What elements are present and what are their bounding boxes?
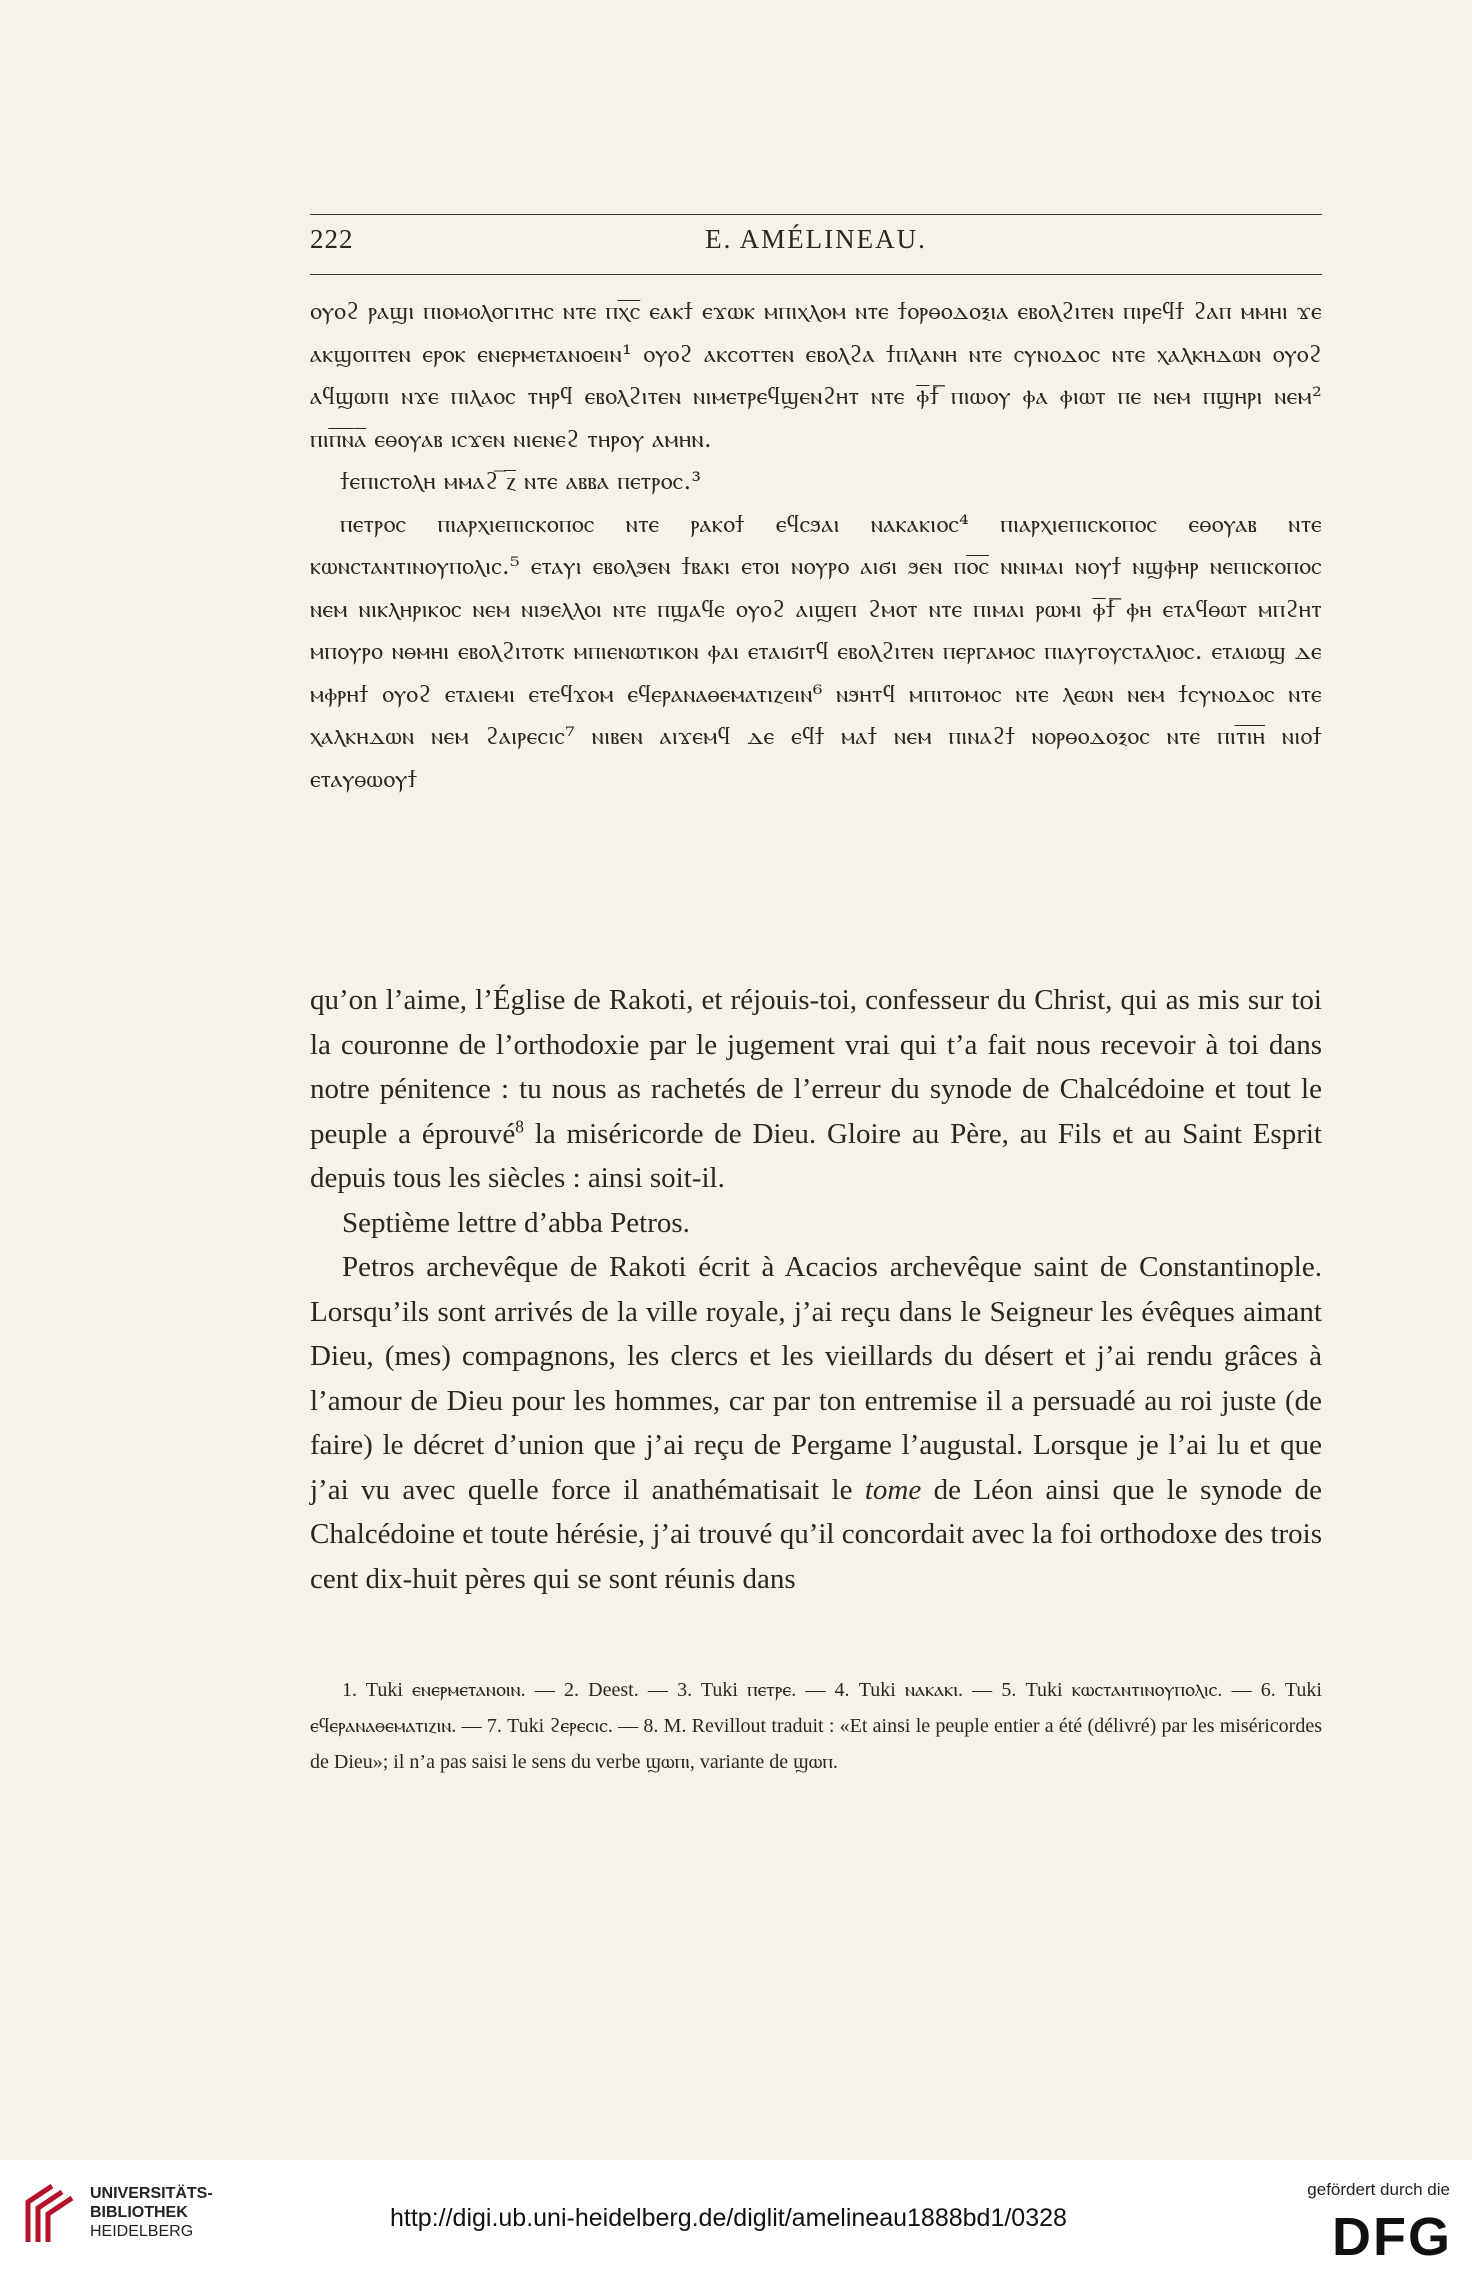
institution-line-1: UNIVERSITÄTS- <box>90 2185 213 2202</box>
french-paragraph-3-emphasis: tome <box>864 1473 922 1506</box>
header-top-rule <box>310 214 1322 215</box>
french-paragraph-2: Septième lettre d’abba Petros. <box>342 1206 690 1239</box>
page-number: 222 <box>310 224 354 254</box>
dfg-logo: DFG <box>1332 2207 1452 2267</box>
header-bottom-rule <box>310 274 1322 275</box>
running-header <box>310 224 1322 264</box>
french-paragraph-3 <box>310 1245 1322 1601</box>
french-paragraph-1 <box>310 978 1322 1201</box>
sponsor-text: gefördert durch die <box>1307 2180 1450 2199</box>
french-paragraph-3-text-a: Petros archevêque de Rakoti écrit à Acacios archevêque saint de Constantinople. Lorsqu’ils sont arrivés de la ville royale, j’ai reçu dans le Seigneur les évêques aimant Dieu, (mes) compagnons, les clercs et les vieillards du désert et j’ai rendu grâces à l’amour de Dieu pour les hommes, car par ton entremise il a persuadé au roi juste (de faire) le décret d’union que j’ai reçu de Pergame l’augustal. Lorsque je l’ai lu et que j’ai vu avec quelle force il anathématisait le <box>310 1251 1322 1506</box>
coptic-paragraph-3: ⲡⲉⲧⲣⲟⲥ ⲡⲓⲁⲣⲭⲓⲉⲡⲓⲥⲕⲟⲡⲟⲥ ⲛⲧⲉ ⲣⲁⲕⲟϯ ⲉϥⲥϧⲁⲓ ⲛⲁⲕⲁⲕⲓⲟⲥ⁴ ⲡⲓⲁⲣⲭⲓⲉⲡⲓⲥⲕⲟⲡⲟⲥ ⲉⲑⲟⲩⲁⲃ ⲛⲧⲉ ⲕⲱⲛⲥⲧⲁⲛⲧⲓⲛⲟⲩⲡⲟⲗⲓⲥ.⁵ ⲉⲧⲁⲩⲓ ⲉⲃⲟⲗϧⲉⲛ ϯⲃⲁⲕⲓ ⲉⲧⲟⲓ ⲛⲟⲩⲣⲟ ⲁⲓϭⲓ ϧⲉⲛ ⲡⲟ̅ⲥ̅ ⲛⲛⲓⲙⲁⲓ ⲛⲟⲩϯ ⲛϣⲫⲏⲣ ⲛⲉⲡⲓⲥⲕⲟⲡⲟⲥ ⲛⲉⲙ ⲛⲓⲕⲗⲏⲣⲓⲕⲟⲥ ⲛⲉⲙ ⲛⲓϧⲉⲗⲗⲟⲓ ⲛⲧⲉ ⲡϣⲁϥⲉ ⲟⲩⲟϩ ⲁⲓϣⲉⲡ ϩⲙⲟⲧ ⲛⲧⲉ ⲡⲓⲙⲁⲓ ⲣⲱⲙⲓ ⲫ̅ϯ̅ ⲫⲏ ⲉⲧⲁϥⲑⲱⲧ ⲙⲡϩⲏⲧ ⲙⲡⲟⲩⲣⲟ ⲛⲑⲙⲏⲓ ⲉⲃⲟⲗϩⲓⲧⲟⲧⲕ ⲙⲡⲓⲉⲛⲱⲧⲓⲕⲟⲛ ⲫⲁⲓ ⲉⲧⲁⲓϭⲓⲧϥ ⲉⲃⲟⲗϩⲓⲧⲉⲛ ⲡⲉⲣⲅⲁⲙⲟⲥ ⲡⲓⲁⲩⲅⲟⲩⲥⲧⲁⲗⲓⲟⲥ. ⲉⲧⲁⲓⲱϣ ⲇⲉ ⲙⲫⲣⲏϯ ⲟⲩⲟϩ ⲉⲧⲁⲓⲉⲙⲓ ⲉⲧⲉϥϫⲟⲙ ⲉϥⲉⲣⲁⲛⲁⲑⲉⲙⲁⲧⲓⲍⲉⲓⲛ⁶ ⲛϧⲏⲧϥ ⲙⲡⲓⲧⲟⲙⲟⲥ ⲛⲧⲉ ⲗⲉⲱⲛ ⲛⲉⲙ ϯⲥⲩⲛⲟⲇⲟⲥ ⲛⲧⲉ ⲭⲁⲗⲕⲏⲇⲱⲛ ⲛⲉⲙ ϩⲁⲓⲣⲉⲥⲓⲥ⁷ ⲛⲓⲃⲉⲛ ⲁⲓϫⲉⲙϥ ⲇⲉ ⲉϥϯ ⲙⲁϯ ⲛⲉⲙ ⲡⲓⲛⲁϩϯ ⲛⲟⲣⲑⲟⲇⲟⲝⲟⲥ ⲛⲧⲉ ⲡⲓⲧ̅ⲓ̅ⲏ̅ ⲛⲓⲟϯ ⲉⲧⲁⲩⲑⲱⲟⲩϯ <box>310 509 1322 793</box>
coptic-paragraph-2: ϯⲉⲡⲓⲥⲧⲟⲗⲏ ⲙⲙⲁϩ ̅ⲍ̅ ⲛⲧⲉ ⲁⲃⲃⲁ ⲡⲉⲧⲣⲟⲥ.³ <box>340 467 702 495</box>
french-paragraph-1-text-a: qu’on l’aime, l’Église de Rakoti, et réjouis-toi, confesseur du Christ, qui as mis sur toi la couronne de l’orthodoxie par le jugement vrai qui t’a fait nous recevoir à toi dans notre pénitence : tu nous as rachetés de l’erreur du synode de Chalcédoine et tout le peuple a éprouvé <box>310 984 1322 1150</box>
university-library-logo-icon <box>22 2182 80 2246</box>
institution-name <box>90 2184 213 2241</box>
footnotes <box>310 1672 1322 1780</box>
coptic-paragraph-1: ⲟⲩⲟϩ ⲣⲁϣⲓ ⲡⲓⲟⲙⲟⲗⲟⲅⲓⲧⲏⲥ ⲛⲧⲉ ⲡⲭ̅ⲥ̅ ⲉⲁⲕϯ ⲉϫⲱⲕ ⲙⲡⲓⲭⲗⲟⲙ ⲛⲧⲉ ϯⲟⲣⲑⲟⲇⲟⲝⲓⲁ ⲉⲃⲟⲗϩⲓⲧⲉⲛ ⲡⲓⲣⲉϥϯ ϩⲁⲡ ⲙⲙⲏⲓ ϫⲉ ⲁⲕϣⲟⲡⲧⲉⲛ ⲉⲣⲟⲕ ⲉⲛⲉⲣⲙⲉⲧⲁⲛⲟⲉⲓⲛ¹ ⲟⲩⲟϩ ⲁⲕⲥⲟⲧⲧⲉⲛ ⲉⲃⲟⲗϩⲁ ϯⲡⲗⲁⲛⲏ ⲛⲧⲉ ⲥⲩⲛⲟⲇⲟⲥ ⲛⲧⲉ ⲭⲁⲗⲕⲏⲇⲱⲛ ⲟⲩⲟϩ ⲁϥϣⲱⲡⲓ ⲛϫⲉ ⲡⲓⲗⲁⲟⲥ ⲧⲏⲣϥ ⲉⲃⲟⲗϩⲓⲧⲉⲛ ⲛⲓⲙⲉⲧⲣⲉϥϣⲉⲛϩⲏⲧ ⲛⲧⲉ ⲫ̅ϯ̅ ⲡⲓⲱⲟⲩ ⲫⲁ ⲫⲓⲱⲧ ⲡⲉ ⲛⲉⲙ ⲡϣⲏⲣⲓ ⲛⲉⲙ² ⲡⲓⲡ̅ⲛ̅ⲁ̅ ⲉⲑⲟⲩⲁⲃ ⲓⲥϫⲉⲛ ⲛⲓⲉⲛⲉϩ ⲧⲏⲣⲟⲩ ⲁⲙⲏⲛ. <box>310 297 1322 453</box>
footnotes-text: 1. Tuki ⲉⲛⲉⲣⲙⲉⲧⲁⲛⲟⲓⲛ. — 2. Deest. — 3. Tuki ⲡⲉⲧⲣⲉ. — 4. Tuki ⲛⲁⲕⲁⲕⲓ. — 5. Tuki ⲕⲱⲥⲧⲁⲛⲧⲓⲛⲟⲩⲡⲟⲗⲓⲥ. — 6. Tuki ⲉϥⲉⲣⲁⲛⲁⲑⲉⲙⲁⲧⲓⲍⲓⲛ. — 7. Tuki ϩⲉⲣⲉⲥⲓⲥ. — 8. M. Revillout traduit : «Et ainsi le peuple entier a été (délivré) par les miséricordes de Dieu»; il n’a pas saisi le sens du verbe ϣⲱⲡⲓ, variante de ϣⲱⲡ. <box>310 1679 1322 1773</box>
french-paragraph-1-text-b: la miséricorde de Dieu. Gloire au Père, au Fils et au Saint Esprit depuis tous les siècles : ainsi soit-il. <box>310 1117 1322 1194</box>
french-translation <box>310 978 1322 1601</box>
coptic-text <box>310 290 1322 800</box>
running-title: E. AMÉLINEAU. <box>705 224 927 254</box>
footnote-ref-8: 8 <box>515 1115 524 1136</box>
institution-line-2: BIBLIOTHEK <box>90 2204 188 2221</box>
institution-line-3: HEIDELBERG <box>90 2223 194 2240</box>
source-url[interactable]: http://digi.ub.uni-heidelberg.de/diglit/amelineau1888bd1/0328 <box>390 2204 1067 2232</box>
digitization-footer <box>0 2160 1472 2274</box>
french-paragraph-3-text-b: de Léon ainsi que le synode de Chalcédoine et toute hérésie, j’ai trouvé qu’il concordait avec la foi orthodoxe des trois cent dix-huit pères qui se sont réunis dans <box>310 1473 1322 1595</box>
